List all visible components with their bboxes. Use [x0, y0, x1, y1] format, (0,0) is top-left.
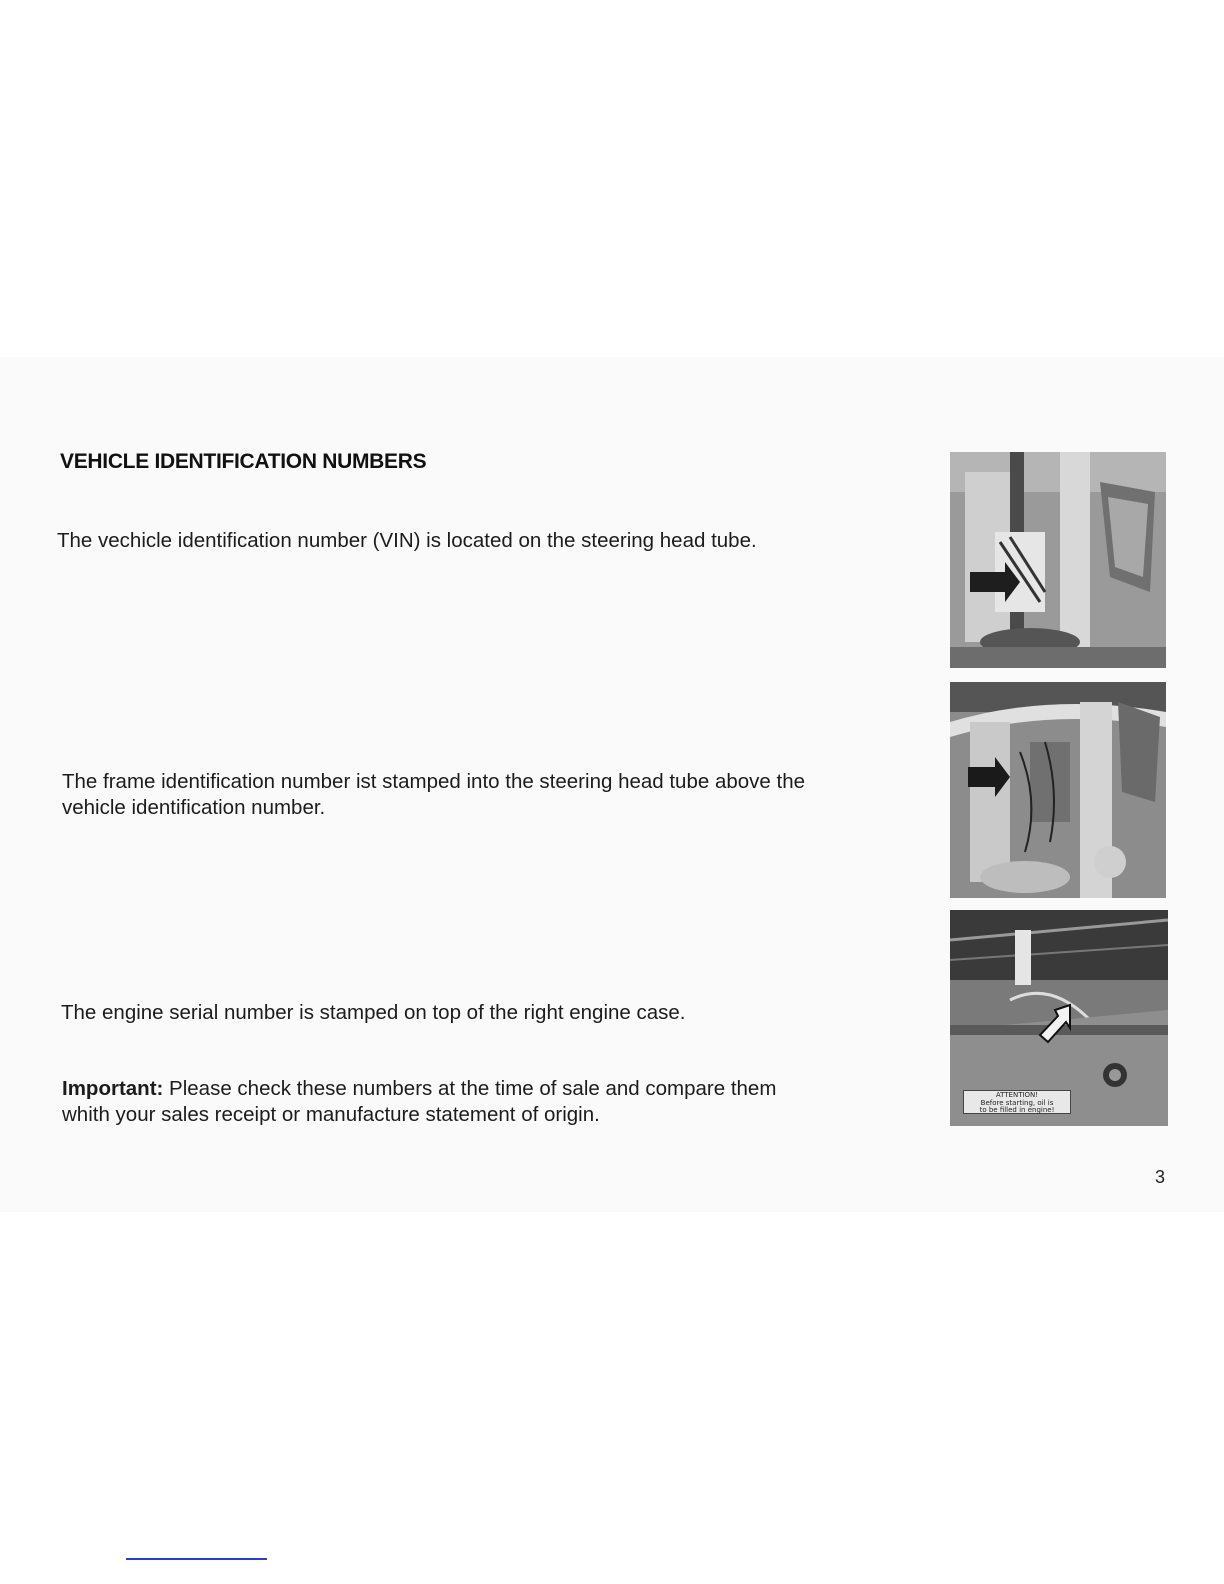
engine-serial-photo	[950, 910, 1168, 1126]
vin-photo-drawing	[950, 452, 1166, 668]
frame-photo-drawing	[950, 682, 1166, 898]
section-heading: VEHICLE IDENTIFICATION NUMBERS	[60, 450, 427, 473]
frame-number-photo	[950, 682, 1166, 898]
warning-label-line3: to be filled in engine!	[979, 1106, 1055, 1114]
important-text: Please check these numbers at the time of sale and compare them whith your sales receipt or manufacture statement of origin.	[62, 1077, 777, 1126]
oil-warning-label	[963, 1090, 1071, 1114]
important-note	[62, 1076, 822, 1128]
warning-label-line2: Before starting, oil is	[980, 1098, 1054, 1107]
frame-number-paragraph: The frame identification number ist stamped into the steering head tube above the vehicle identification number.	[62, 770, 806, 819]
vin-paragraph: The vechicle identification number (VIN) is located on the steering head tube.	[57, 529, 757, 552]
vin-location-photo	[950, 452, 1166, 668]
underline-link[interactable]	[126, 1558, 267, 1560]
page-number: 3	[1155, 1167, 1166, 1187]
warning-label-line1: ATTENTION!	[995, 1091, 1039, 1099]
important-label: Important:	[62, 1077, 164, 1100]
engine-serial-paragraph: The engine serial number is stamped on top of the right engine case.	[61, 1001, 686, 1024]
